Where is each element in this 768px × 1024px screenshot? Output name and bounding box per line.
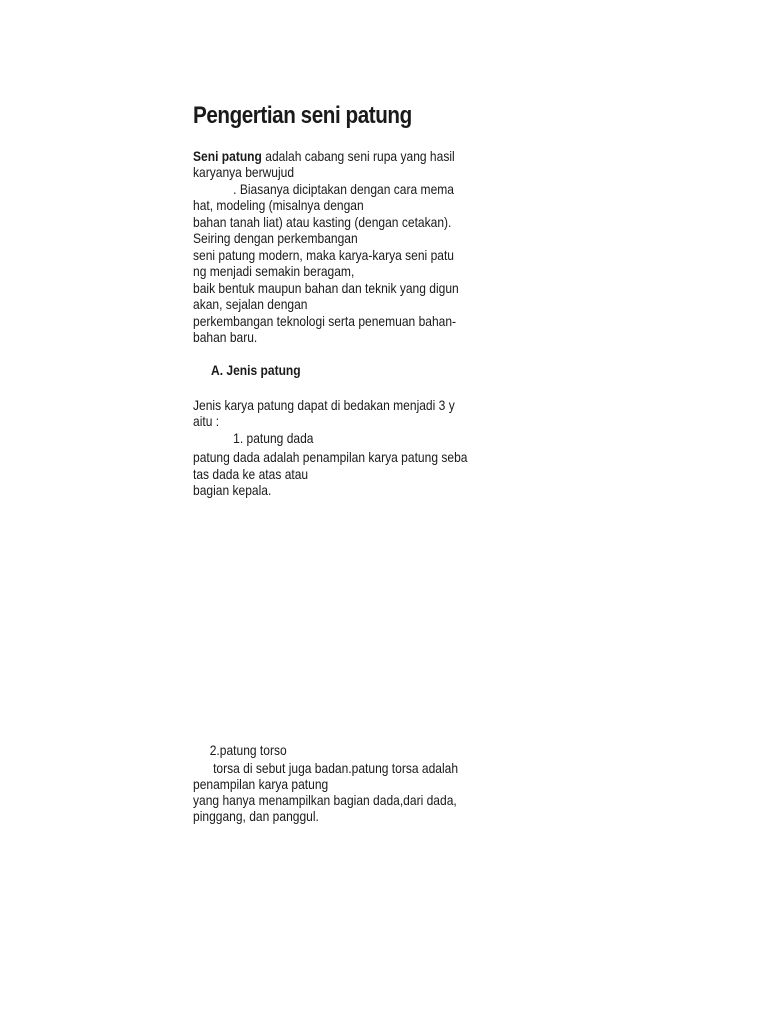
item-2-line-1: torsa di sebut juga badan.patung torsa adalah xyxy=(193,760,459,776)
item-1-line-2: tas dada ke atas atau xyxy=(193,466,309,482)
section-a-line-1: Jenis karya patung dapat di bedakan menjadi 3 y xyxy=(193,397,455,413)
intro-line-2: karyanya berwujud xyxy=(193,164,295,180)
intro-line-4: hat, modeling (misalnya dengan xyxy=(193,197,364,213)
item-1-title: 1. patung dada xyxy=(193,430,314,446)
intro-line-3: . Biasanya diciptakan dengan cara mema xyxy=(193,181,455,197)
item-2-line-4: pinggang, dan panggul. xyxy=(193,808,319,824)
intro-line-10: akan, sejalan dengan xyxy=(193,296,308,312)
intro-line-11: perkembangan teknologi serta penemuan bahan- xyxy=(193,313,457,329)
section-a-line-2: aitu : xyxy=(193,413,220,429)
intro-line-5: bahan tanah liat) atau kasting (dengan cetakan). xyxy=(193,214,452,230)
intro-line-9: baik bentuk maupun bahan dan teknik yang digun xyxy=(193,280,459,296)
item-1-line-3: bagian kepala. xyxy=(193,482,272,498)
intro-line-1-rest: adalah cabang seni rupa yang hasil xyxy=(261,148,455,164)
item-2-line-3: yang hanya menampilkan bagian dada,dari dada, xyxy=(193,792,457,808)
item-2-line-2: penampilan karya patung xyxy=(193,776,329,792)
section-heading-jenis-patung: A. Jenis patung xyxy=(211,362,301,378)
intro-line-8: ng menjadi semakin beragam, xyxy=(193,263,355,279)
intro-line-12: bahan baru. xyxy=(193,329,258,345)
item-2-title: 2.patung torso xyxy=(193,742,287,758)
intro-line-7: seni patung modern, maka karya-karya seni patu xyxy=(193,247,455,263)
item-1-line-1: patung dada adalah penampilan karya patung seba xyxy=(193,449,468,465)
intro-line-1 xyxy=(193,148,455,165)
page-title: Pengertian seni patung xyxy=(193,102,412,129)
intro-term: Seni patung xyxy=(193,148,262,164)
intro-line-6: Seiring dengan perkembangan xyxy=(193,230,358,246)
